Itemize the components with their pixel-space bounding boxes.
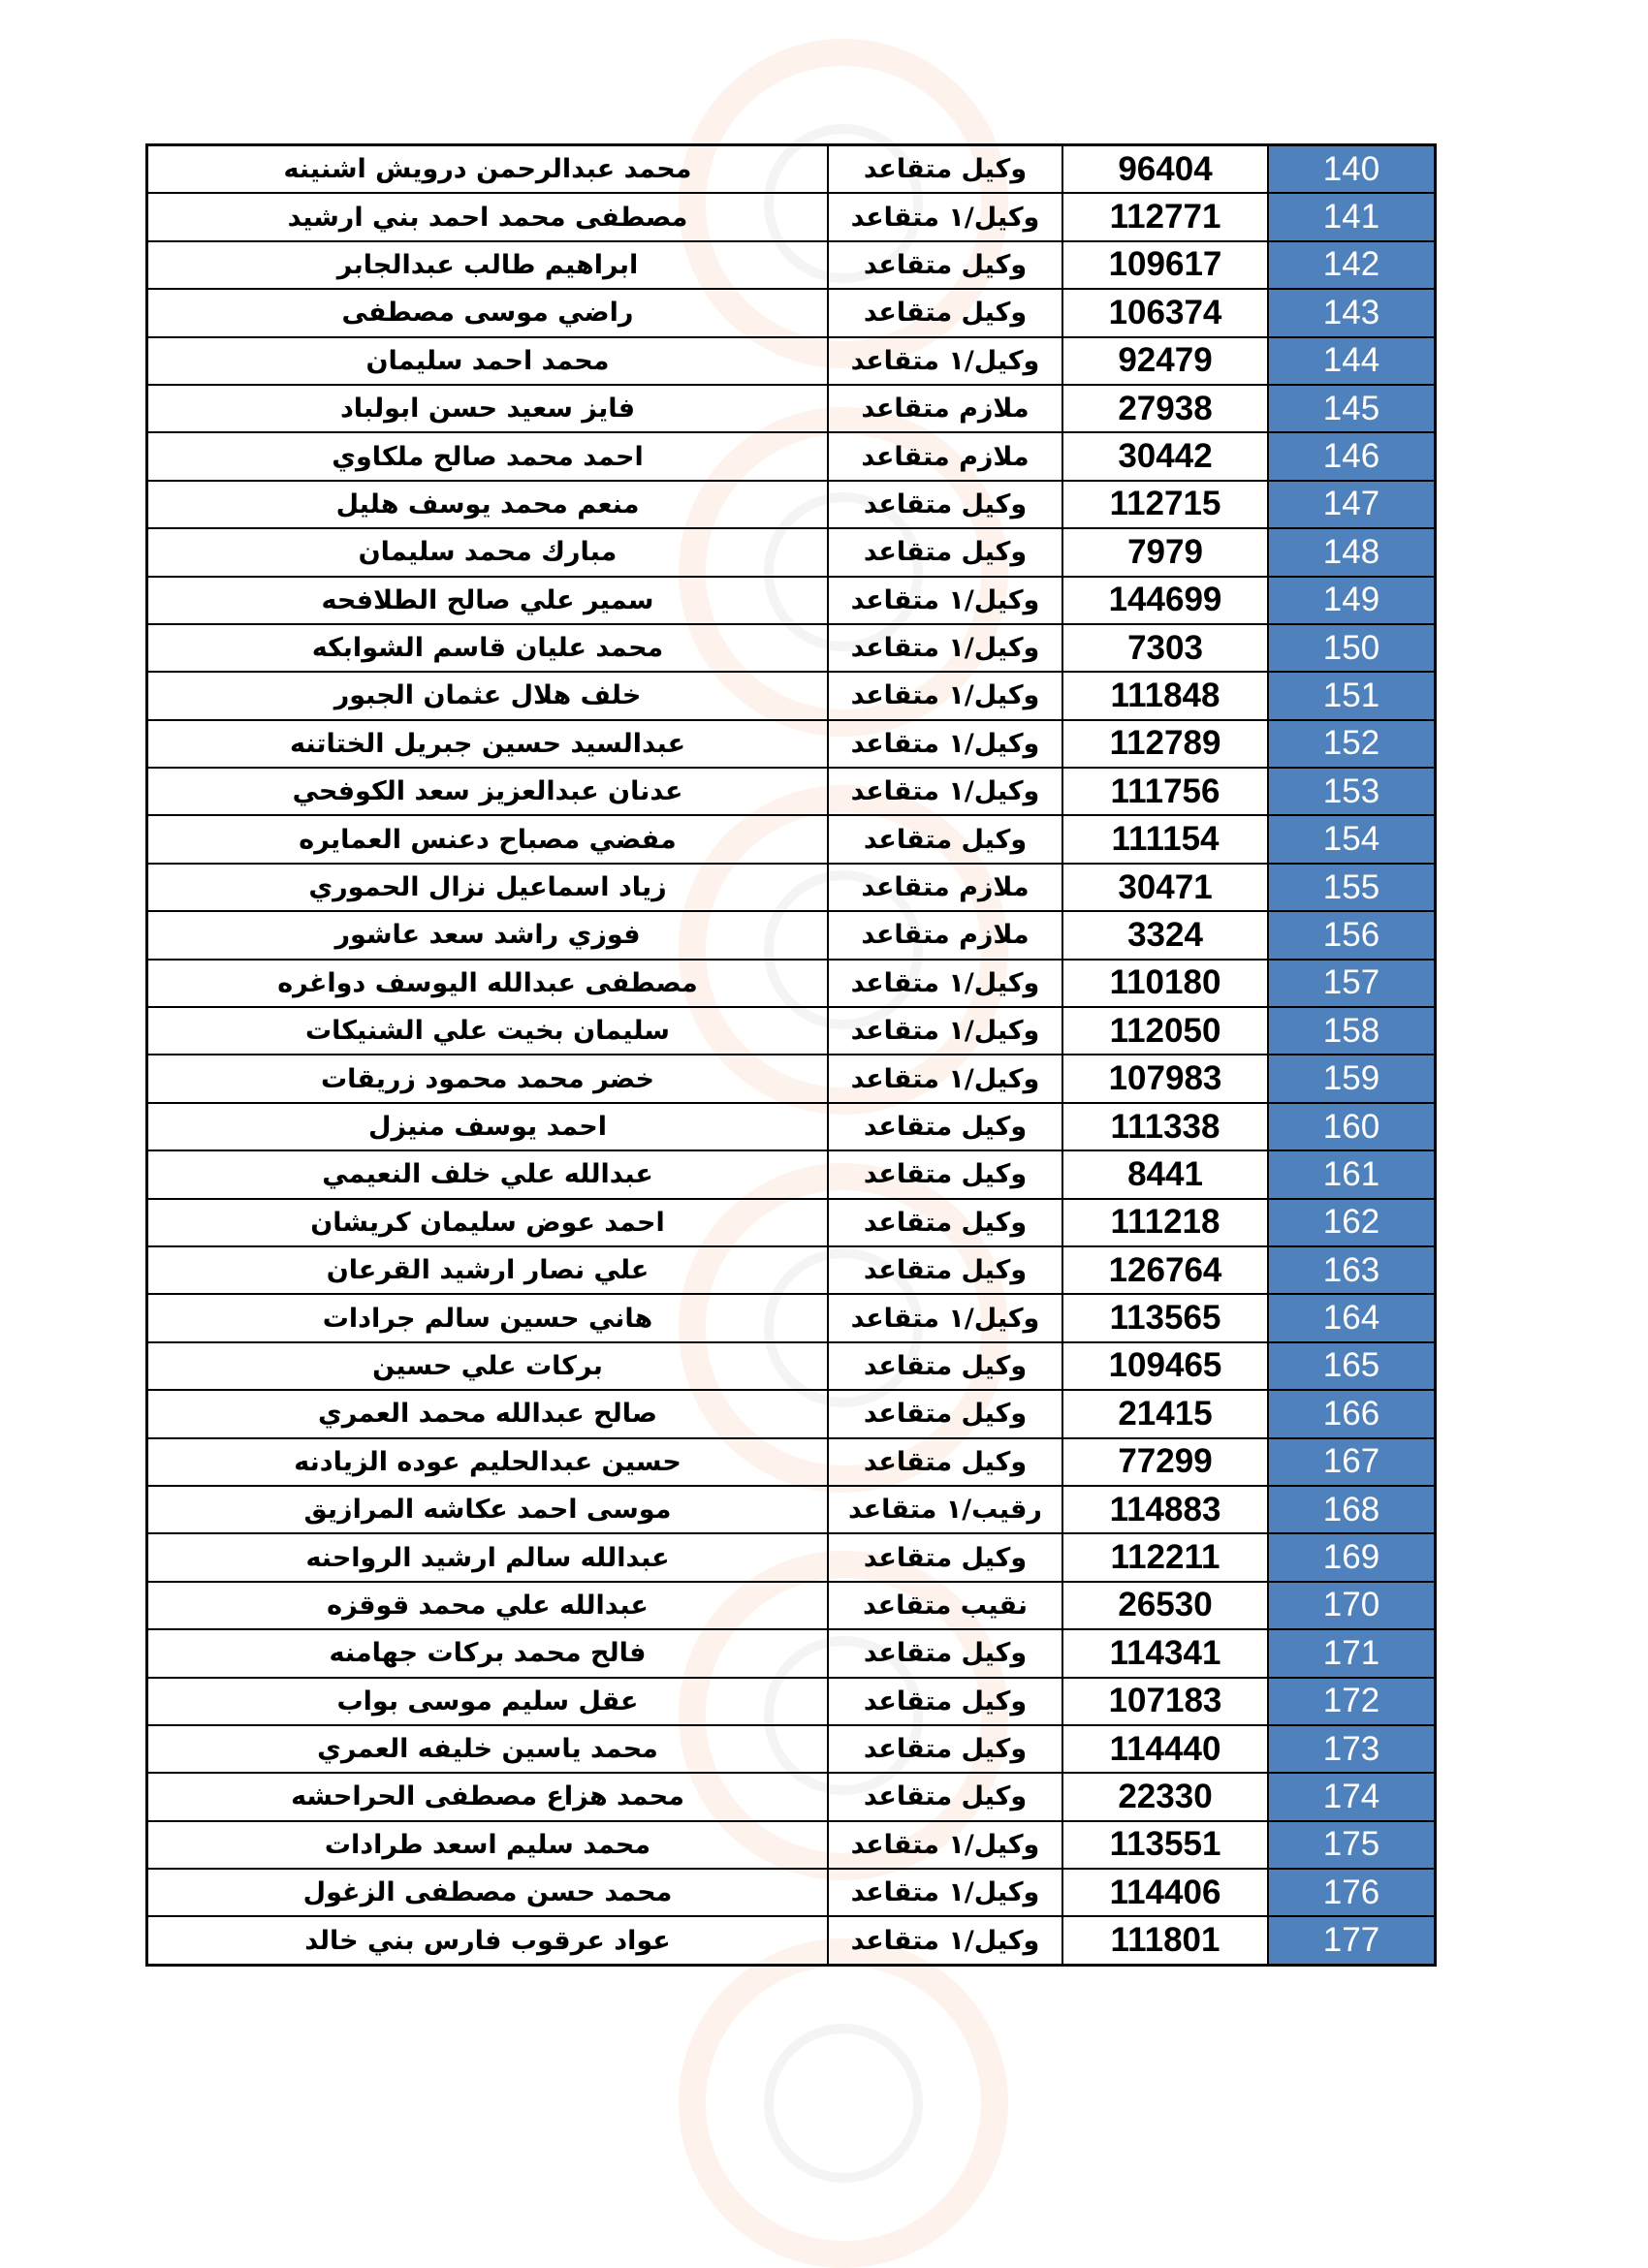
row-number-cell: 140	[1268, 145, 1436, 194]
rank-cell: وكيل/١ متقاعد	[828, 1821, 1062, 1869]
table-row	[147, 481, 1436, 528]
table-row	[147, 1438, 1436, 1486]
row-number-cell: 166	[1268, 1390, 1436, 1437]
military-id-cell: 113565	[1062, 1294, 1268, 1341]
row-number-cell: 142	[1268, 241, 1436, 289]
rank-cell: وكيل متقاعد	[828, 289, 1062, 336]
rank-cell: وكيل/١ متقاعد	[828, 337, 1062, 385]
name-cell: سمير علي صالح الطلافحه	[147, 577, 829, 624]
name-cell: مصطفى عبدالله اليوسف دواغره	[147, 960, 829, 1007]
row-number-cell: 165	[1268, 1342, 1436, 1390]
table-row	[147, 1103, 1436, 1150]
rank-cell: وكيل/١ متقاعد	[828, 1294, 1062, 1341]
rank-cell: وكيل متقاعد	[828, 241, 1062, 289]
rank-cell: وكيل/١ متقاعد	[828, 672, 1062, 719]
rank-cell: ملازم متقاعد	[828, 432, 1062, 480]
rank-cell: وكيل متقاعد	[828, 1678, 1062, 1725]
table-row	[147, 1678, 1436, 1725]
military-id-cell: 114440	[1062, 1725, 1268, 1773]
rank-cell: وكيل/١ متقاعد	[828, 768, 1062, 815]
row-number-cell: 176	[1268, 1869, 1436, 1916]
name-cell: ابراهيم طالب عبدالجابر	[147, 241, 829, 289]
name-cell: راضي موسى مصطفى	[147, 289, 829, 336]
row-number-cell: 150	[1268, 624, 1436, 672]
rank-cell: وكيل متقاعد	[828, 1390, 1062, 1437]
military-id-cell: 92479	[1062, 337, 1268, 385]
rank-cell: ملازم متقاعد	[828, 385, 1062, 432]
military-id-cell: 109465	[1062, 1342, 1268, 1390]
military-id-cell: 21415	[1062, 1390, 1268, 1437]
military-id-cell: 26530	[1062, 1582, 1268, 1629]
name-cell: مصطفى محمد احمد بني ارشيد	[147, 193, 829, 240]
military-id-cell: 106374	[1062, 289, 1268, 336]
row-number-cell: 174	[1268, 1773, 1436, 1820]
table-body	[147, 145, 1436, 1966]
name-cell: محمد احمد سليمان	[147, 337, 829, 385]
table-row	[147, 672, 1436, 719]
military-id-cell: 8441	[1062, 1150, 1268, 1198]
rank-cell: ملازم متقاعد	[828, 911, 1062, 959]
military-id-cell: 112715	[1062, 481, 1268, 528]
rank-cell: وكيل متقاعد	[828, 1150, 1062, 1198]
row-number-cell: 171	[1268, 1629, 1436, 1677]
row-number-cell: 151	[1268, 672, 1436, 719]
military-id-cell: 96404	[1062, 145, 1268, 194]
table-row	[147, 385, 1436, 432]
military-id-cell: 114406	[1062, 1869, 1268, 1916]
table-row	[147, 815, 1436, 863]
name-cell: احمد يوسف منيزل	[147, 1103, 829, 1150]
name-cell: احمد محمد صالح ملكاوي	[147, 432, 829, 480]
table-row	[147, 1629, 1436, 1677]
rank-cell: وكيل متقاعد	[828, 1773, 1062, 1820]
military-id-cell: 112771	[1062, 193, 1268, 240]
name-cell: حسين عبدالحليم عوده الزيادنه	[147, 1438, 829, 1486]
row-number-cell: 161	[1268, 1150, 1436, 1198]
rank-cell: وكيل متقاعد	[828, 1342, 1062, 1390]
name-cell: محمد عبدالرحمن درويش اشنينه	[147, 145, 829, 194]
military-id-cell: 7303	[1062, 624, 1268, 672]
row-number-cell: 173	[1268, 1725, 1436, 1773]
military-id-cell: 111218	[1062, 1199, 1268, 1246]
rank-cell: وكيل متقاعد	[828, 1246, 1062, 1294]
row-number-cell: 149	[1268, 577, 1436, 624]
name-cell: محمد هزاع مصطفى الحراحشه	[147, 1773, 829, 1820]
name-cell: عبدالسيد حسين جبريل الختاتنه	[147, 720, 829, 768]
row-number-cell: 163	[1268, 1246, 1436, 1294]
military-id-cell: 111756	[1062, 768, 1268, 815]
row-number-cell: 177	[1268, 1916, 1436, 1965]
name-cell: هاني حسين سالم جرادات	[147, 1294, 829, 1341]
table-row	[147, 911, 1436, 959]
row-number-cell: 164	[1268, 1294, 1436, 1341]
table-row	[147, 289, 1436, 336]
row-number-cell: 172	[1268, 1678, 1436, 1725]
military-id-cell: 107183	[1062, 1678, 1268, 1725]
name-cell: احمد عوض سليمان كريشان	[147, 1199, 829, 1246]
military-id-cell: 114883	[1062, 1486, 1268, 1533]
table-row	[147, 337, 1436, 385]
name-cell: عقل سليم موسى بواب	[147, 1678, 829, 1725]
table-row	[147, 432, 1436, 480]
table-row	[147, 1916, 1436, 1965]
name-cell: مبارك محمد سليمان	[147, 528, 829, 576]
rank-cell: وكيل/١ متقاعد	[828, 1916, 1062, 1965]
name-cell: عدنان عبدالعزيز سعد الكوفحي	[147, 768, 829, 815]
military-id-cell: 27938	[1062, 385, 1268, 432]
name-cell: موسى احمد عكاشه المرازيق	[147, 1486, 829, 1533]
row-number-cell: 156	[1268, 911, 1436, 959]
name-cell: فايز سعيد حسن ابولباد	[147, 385, 829, 432]
rank-cell: وكيل/١ متقاعد	[828, 624, 1062, 672]
military-id-cell: 30471	[1062, 864, 1268, 911]
row-number-cell: 147	[1268, 481, 1436, 528]
table-row	[147, 145, 1436, 194]
row-number-cell: 158	[1268, 1007, 1436, 1055]
name-cell: علي نصار ارشيد القرعان	[147, 1246, 829, 1294]
military-id-cell: 77299	[1062, 1438, 1268, 1486]
military-id-cell: 112789	[1062, 720, 1268, 768]
rank-cell: وكيل/١ متقاعد	[828, 1869, 1062, 1916]
row-number-cell: 143	[1268, 289, 1436, 336]
rank-cell: وكيل/١ متقاعد	[828, 720, 1062, 768]
name-cell: فوزي راشد سعد عاشور	[147, 911, 829, 959]
row-number-cell: 162	[1268, 1199, 1436, 1246]
table-row	[147, 1773, 1436, 1820]
rank-cell: وكيل متقاعد	[828, 145, 1062, 194]
name-cell: عواد عرقوب فارس بني خالد	[147, 1916, 829, 1965]
name-cell: مفضي مصباح دعنس العمايره	[147, 815, 829, 863]
name-cell: زياد اسماعيل نزال الحموري	[147, 864, 829, 911]
name-cell: محمد سليم اسعد طرادات	[147, 1821, 829, 1869]
name-cell: محمد عليان قاسم الشوابكه	[147, 624, 829, 672]
table-row	[147, 1055, 1436, 1102]
military-id-cell: 111154	[1062, 815, 1268, 863]
table-row	[147, 1246, 1436, 1294]
row-number-cell: 154	[1268, 815, 1436, 863]
rank-cell: نقيب متقاعد	[828, 1582, 1062, 1629]
rank-cell: وكيل/١ متقاعد	[828, 960, 1062, 1007]
military-id-cell: 112211	[1062, 1533, 1268, 1581]
table-row	[147, 864, 1436, 911]
row-number-cell: 159	[1268, 1055, 1436, 1102]
name-cell: عبدالله علي محمد قوقزه	[147, 1582, 829, 1629]
table-row	[147, 720, 1436, 768]
military-id-cell: 30442	[1062, 432, 1268, 480]
military-id-cell: 114341	[1062, 1629, 1268, 1677]
military-id-cell: 3324	[1062, 911, 1268, 959]
rank-cell: وكيل/١ متقاعد	[828, 1007, 1062, 1055]
military-id-cell: 126764	[1062, 1246, 1268, 1294]
name-cell: خضر محمد محمود زريقات	[147, 1055, 829, 1102]
rank-cell: وكيل/١ متقاعد	[828, 193, 1062, 240]
rank-cell: وكيل متقاعد	[828, 1103, 1062, 1150]
military-id-cell: 22330	[1062, 1773, 1268, 1820]
row-number-cell: 167	[1268, 1438, 1436, 1486]
name-cell: عبدالله سالم ارشيد الرواحنه	[147, 1533, 829, 1581]
row-number-cell: 168	[1268, 1486, 1436, 1533]
military-id-cell: 7979	[1062, 528, 1268, 576]
rank-cell: وكيل متقاعد	[828, 1533, 1062, 1581]
table-row	[147, 528, 1436, 576]
table-row	[147, 768, 1436, 815]
name-cell: محمد ياسين خليفه العمري	[147, 1725, 829, 1773]
row-number-cell: 155	[1268, 864, 1436, 911]
row-number-cell: 175	[1268, 1821, 1436, 1869]
rank-cell: وكيل متقاعد	[828, 481, 1062, 528]
name-cell: فالح محمد بركات جهامنه	[147, 1629, 829, 1677]
table-row	[147, 1342, 1436, 1390]
name-cell: سليمان بخيت علي الشنيكات	[147, 1007, 829, 1055]
name-cell: محمد حسن مصطفى الزغول	[147, 1869, 829, 1916]
table-row	[147, 1486, 1436, 1533]
table-row	[147, 1533, 1436, 1581]
row-number-cell: 169	[1268, 1533, 1436, 1581]
table-row	[147, 1725, 1436, 1773]
table-row	[147, 241, 1436, 289]
row-number-cell: 141	[1268, 193, 1436, 240]
rank-cell: وكيل متقاعد	[828, 1199, 1062, 1246]
table-row	[147, 1390, 1436, 1437]
table-row	[147, 1199, 1436, 1246]
row-number-cell: 152	[1268, 720, 1436, 768]
row-number-cell: 145	[1268, 385, 1436, 432]
table-row	[147, 1150, 1436, 1198]
rank-cell: ملازم متقاعد	[828, 864, 1062, 911]
rank-cell: وكيل متقاعد	[828, 528, 1062, 576]
military-id-cell: 111848	[1062, 672, 1268, 719]
rank-cell: رقيب/١ متقاعد	[828, 1486, 1062, 1533]
row-number-cell: 153	[1268, 768, 1436, 815]
military-id-cell: 111801	[1062, 1916, 1268, 1965]
rank-cell: وكيل/١ متقاعد	[828, 577, 1062, 624]
table-row	[147, 1007, 1436, 1055]
table-row	[147, 577, 1436, 624]
military-id-cell: 109617	[1062, 241, 1268, 289]
table-row	[147, 1294, 1436, 1341]
military-id-cell: 112050	[1062, 1007, 1268, 1055]
rank-cell: وكيل متقاعد	[828, 815, 1062, 863]
military-id-cell: 144699	[1062, 577, 1268, 624]
row-number-cell: 160	[1268, 1103, 1436, 1150]
name-cell: بركات علي حسين	[147, 1342, 829, 1390]
row-number-cell: 146	[1268, 432, 1436, 480]
name-cell: خلف هلال عثمان الجبور	[147, 672, 829, 719]
row-number-cell: 144	[1268, 337, 1436, 385]
military-id-cell: 110180	[1062, 960, 1268, 1007]
military-id-cell: 113551	[1062, 1821, 1268, 1869]
military-id-cell: 107983	[1062, 1055, 1268, 1102]
table-row	[147, 193, 1436, 240]
table-row	[147, 1821, 1436, 1869]
name-cell: صالح عبدالله محمد العمري	[147, 1390, 829, 1437]
rank-cell: وكيل متقاعد	[828, 1629, 1062, 1677]
watermark-clock-logo	[679, 1938, 1008, 2268]
table-row	[147, 624, 1436, 672]
table-row	[147, 1869, 1436, 1916]
row-number-cell: 170	[1268, 1582, 1436, 1629]
rank-cell: وكيل متقاعد	[828, 1725, 1062, 1773]
row-number-cell: 148	[1268, 528, 1436, 576]
rank-cell: وكيل/١ متقاعد	[828, 1055, 1062, 1102]
name-cell: عبدالله علي خلف النعيمي	[147, 1150, 829, 1198]
military-id-cell: 111338	[1062, 1103, 1268, 1150]
retirees-table	[145, 143, 1437, 1967]
table-row	[147, 1582, 1436, 1629]
rank-cell: وكيل متقاعد	[828, 1438, 1062, 1486]
row-number-cell: 157	[1268, 960, 1436, 1007]
name-cell: منعم محمد يوسف هليل	[147, 481, 829, 528]
table-row	[147, 960, 1436, 1007]
